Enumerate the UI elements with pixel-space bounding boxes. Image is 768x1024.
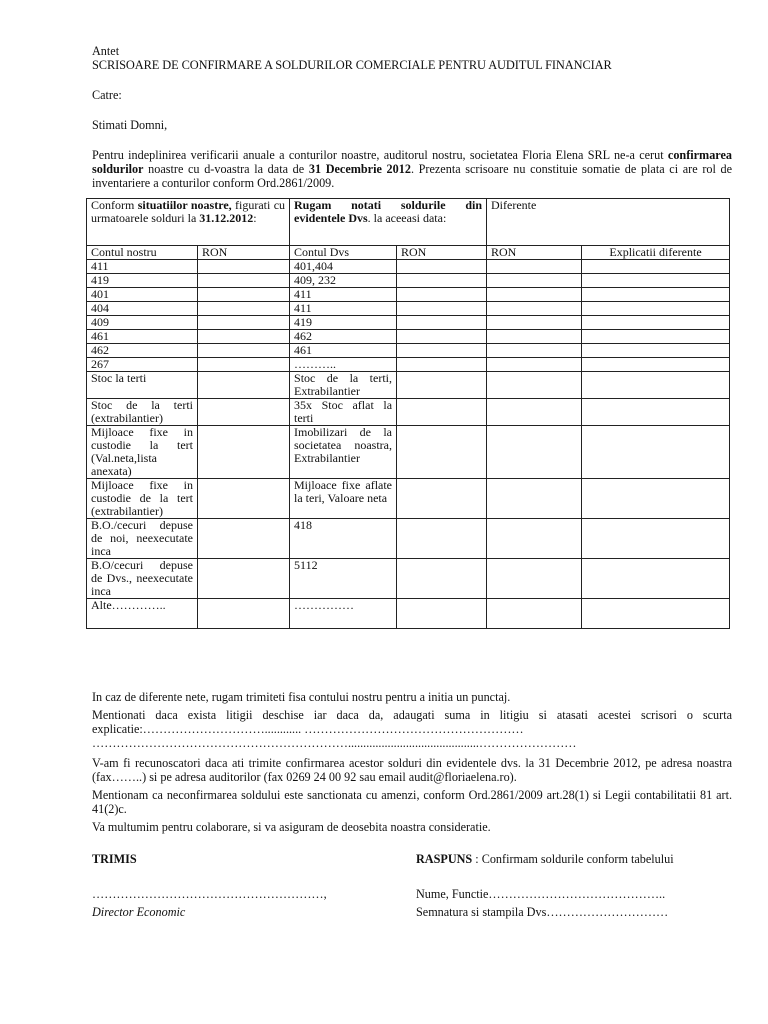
- cell-explanation[interactable]: [582, 260, 730, 274]
- cell-explanation[interactable]: [582, 519, 730, 559]
- cell-our-account: 462: [87, 344, 198, 358]
- cell-explanation[interactable]: [582, 559, 730, 599]
- col-explanations: Explicatii diferente: [582, 246, 730, 260]
- cell-diff-ron[interactable]: [487, 260, 582, 274]
- cell-our-account: B.O/cecuri depuse de Dvs., neexecutate inca: [87, 559, 198, 599]
- paragraph-thanks: Va multumim pentru colaborare, si va asiguram de deosebita noastra consideratie.: [92, 820, 491, 834]
- table-row: [87, 288, 730, 302]
- cell-your-account: 411: [290, 302, 397, 316]
- document-title: SCRISOARE DE CONFIRMARE A SOLDURILOR COMERCIALE PENTRU AUDITUL FINANCIAR: [92, 58, 612, 72]
- cell-our-account: 404: [87, 302, 198, 316]
- signature-headings: [92, 852, 732, 867]
- cell-explanation[interactable]: [582, 316, 730, 330]
- cell-our-account: 267: [87, 358, 198, 372]
- cell-our-ron[interactable]: [198, 399, 290, 426]
- cell-your-account: 401,404: [290, 260, 397, 274]
- cell-diff-ron[interactable]: [487, 344, 582, 358]
- signature-dots: …………………………………………………,: [92, 887, 327, 901]
- cell-your-account: 411: [290, 288, 397, 302]
- balances-table: [86, 198, 730, 629]
- cell-your-account: 462: [290, 330, 397, 344]
- salutation: Stimati Domni,: [92, 118, 168, 132]
- table-row: [87, 399, 730, 426]
- cell-your-account: Stoc de la terti, Extrabilantier: [290, 372, 397, 399]
- signature-lines: [92, 887, 732, 902]
- cell-your-ron[interactable]: [397, 344, 487, 358]
- letter-header: [92, 44, 732, 190]
- sent-label: TRIMIS: [92, 852, 137, 866]
- cell-diff-ron[interactable]: [487, 559, 582, 599]
- cell-our-ron[interactable]: [198, 599, 290, 629]
- intro-paragraph: Pentru indeplinirea verificarii anuale a conturilor noastre, auditorul nostru, societatea Floria Elena SRL ne-a cerut confirmarea soldurilor noastre cu d-voastra la data de 31 Decembrie 2012. Prezenta scrisoare nu constituie somatie de plata ci are rol de inventariere a conturilor conform Ord.2861/2009.: [92, 148, 733, 190]
- cell-diff-ron[interactable]: [487, 399, 582, 426]
- cell-your-ron[interactable]: [397, 479, 487, 519]
- cell-diff-ron[interactable]: [487, 358, 582, 372]
- cell-explanation[interactable]: [582, 372, 730, 399]
- signature-titles: [92, 905, 732, 920]
- table-subheader-row: [87, 246, 730, 260]
- cell-our-account: B.O./cecuri depuse de noi, neexecutate inca: [87, 519, 198, 559]
- cell-diff-ron[interactable]: [487, 479, 582, 519]
- cell-your-ron[interactable]: [397, 372, 487, 399]
- cell-your-ron[interactable]: [397, 426, 487, 479]
- signature-stamp-field[interactable]: Semnatura si stampila Dvs…………………………: [416, 905, 669, 919]
- cell-explanation[interactable]: [582, 344, 730, 358]
- cell-your-ron[interactable]: [397, 399, 487, 426]
- cell-our-ron[interactable]: [198, 260, 290, 274]
- cell-our-account: Mijloace fixe in custodie de la tert (extrabilantier): [87, 479, 198, 519]
- cell-diff-ron[interactable]: [487, 372, 582, 399]
- cell-our-ron[interactable]: [198, 288, 290, 302]
- cell-our-account: Alte…………..: [87, 599, 198, 629]
- cell-your-ron[interactable]: [397, 358, 487, 372]
- cell-diff-ron[interactable]: [487, 274, 582, 288]
- cell-your-ron[interactable]: [397, 302, 487, 316]
- cell-your-account: 409, 232: [290, 274, 397, 288]
- director-title: Director Economic: [92, 905, 186, 919]
- response-label: RASPUNS : Confirmam soldurile conform tabelului: [416, 852, 674, 866]
- cell-our-ron[interactable]: [198, 330, 290, 344]
- cell-your-account: Mijloace fixe aflate la teri, Valoare neta: [290, 479, 397, 519]
- cell-our-account: 461: [87, 330, 198, 344]
- header-your-balances: Rugam notati soldurile din evidentele Dvs. la aceeasi data:: [290, 199, 487, 246]
- cell-your-account: ……………: [290, 599, 397, 629]
- cell-your-account: Imobilizari de la societatea noastra, Extrabilantier: [290, 426, 397, 479]
- cell-explanation[interactable]: [582, 399, 730, 426]
- cell-explanation[interactable]: [582, 274, 730, 288]
- cell-diff-ron[interactable]: [487, 288, 582, 302]
- cell-your-account: 418: [290, 519, 397, 559]
- table-row: [87, 358, 730, 372]
- paragraph-litigation: Mentionati daca exista litigii deschise iar daca da, adaugati suma in litigiu si atasati acestei scrisori o scurta explicatie:…………………………............ ………………………………………………: [92, 708, 732, 736]
- cell-our-ron[interactable]: [198, 559, 290, 599]
- cell-our-ron[interactable]: [198, 479, 290, 519]
- cell-our-ron[interactable]: [198, 519, 290, 559]
- col-diff-ron: RON: [487, 246, 582, 260]
- litigation-dots: ………………………………………………………...........................................……………………: [92, 736, 577, 750]
- table-row: [87, 559, 730, 599]
- cell-our-ron[interactable]: [198, 302, 290, 316]
- cell-explanation[interactable]: [582, 302, 730, 316]
- table-header-row: [87, 199, 730, 246]
- antet: Antet: [92, 44, 120, 58]
- cell-your-ron[interactable]: [397, 559, 487, 599]
- paragraph-penalties: Mentionam ca neconfirmarea soldului este sanctionata cu amenzi, conform Ord.2861/2009 art.28(1) si Legii contabilitatii 81 art. 41(2)c.: [92, 788, 732, 816]
- cell-your-ron[interactable]: [397, 274, 487, 288]
- cell-explanation[interactable]: [582, 358, 730, 372]
- cell-your-account: 5112: [290, 559, 397, 599]
- header-differences: Diferente: [487, 199, 730, 246]
- cell-explanation[interactable]: [582, 330, 730, 344]
- cell-our-account: Stoc de la terti (extrabilantier): [87, 399, 198, 426]
- table-row: [87, 479, 730, 519]
- cell-your-ron[interactable]: [397, 260, 487, 274]
- cell-our-ron[interactable]: [198, 316, 290, 330]
- cell-explanation[interactable]: [582, 479, 730, 519]
- cell-diff-ron[interactable]: [487, 519, 582, 559]
- cell-our-account: 411: [87, 260, 198, 274]
- recipient-label: Catre:: [92, 88, 122, 102]
- paragraph-differences: In caz de diferente nete, rugam trimiteti fisa contului nostru pentru a initia un punctaj.: [92, 690, 511, 704]
- cell-our-ron[interactable]: [198, 358, 290, 372]
- table-row: [87, 344, 730, 358]
- cell-diff-ron[interactable]: [487, 316, 582, 330]
- cell-our-ron[interactable]: [198, 372, 290, 399]
- cell-our-account: Stoc la terti: [87, 372, 198, 399]
- col-our-ron: RON: [198, 246, 290, 260]
- cell-our-ron[interactable]: [198, 274, 290, 288]
- cell-your-account: 35x Stoc aflat la terti: [290, 399, 397, 426]
- cell-your-account: 461: [290, 344, 397, 358]
- table-row: [87, 372, 730, 399]
- cell-your-ron[interactable]: [397, 519, 487, 559]
- cell-our-ron[interactable]: [198, 426, 290, 479]
- cell-your-ron[interactable]: [397, 599, 487, 629]
- cell-diff-ron[interactable]: [487, 302, 582, 316]
- cell-explanation[interactable]: [582, 288, 730, 302]
- cell-our-account: 401: [87, 288, 198, 302]
- cell-explanation[interactable]: [582, 599, 730, 629]
- cell-explanation[interactable]: [582, 426, 730, 479]
- name-function-field[interactable]: Nume, Functie……………………………………..: [416, 887, 666, 901]
- table-row: [87, 519, 730, 559]
- table-row: [87, 302, 730, 316]
- cell-your-ron[interactable]: [397, 316, 487, 330]
- cell-your-account: ………..: [290, 358, 397, 372]
- cell-our-ron[interactable]: [198, 344, 290, 358]
- cell-our-account: Mijloace fixe in custodie la tert (Val.neta,lista anexata): [87, 426, 198, 479]
- table-row: [87, 599, 730, 629]
- col-your-ron: RON: [397, 246, 487, 260]
- cell-diff-ron[interactable]: [487, 426, 582, 479]
- cell-your-ron[interactable]: [397, 330, 487, 344]
- cell-diff-ron[interactable]: [487, 599, 582, 629]
- col-our-account: Contul nostru: [87, 246, 198, 260]
- header-our-balances: Conform situatiilor noastre, figurati cu urmatoarele solduri la 31.12.2012:: [87, 199, 290, 246]
- table-row: [87, 274, 730, 288]
- cell-our-account: 409: [87, 316, 198, 330]
- cell-our-account: 419: [87, 274, 198, 288]
- paragraph-send-confirmation: V-am fi recunoscatori daca ati trimite confirmarea acestor solduri din evidentele dvs. la 31 Decembrie 2012, pe adresa noastra (fax……..) si pe adresa auditorilor (fax 0269 24 00 92 sau email audit@floriaelena.ro).: [92, 756, 732, 784]
- col-your-account: Contul Dvs: [290, 246, 397, 260]
- table-row: [87, 426, 730, 479]
- closing-paragraphs: [92, 690, 732, 838]
- table-row: [87, 330, 730, 344]
- table-row: [87, 260, 730, 274]
- table-row: [87, 316, 730, 330]
- cell-diff-ron[interactable]: [487, 330, 582, 344]
- cell-your-account: 419: [290, 316, 397, 330]
- cell-your-ron[interactable]: [397, 288, 487, 302]
